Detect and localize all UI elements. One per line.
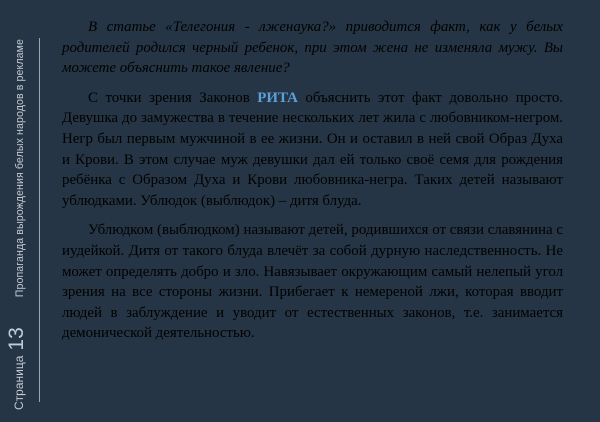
sidebar-divider [39, 38, 40, 402]
main-text [62, 17, 563, 344]
page-sidebar [0, 0, 43, 422]
answer-text-end: объяснить этот факт довольно просто. Девушка до замужества в течение нескольких лет жила с любовником-негром. Негр был первым мужчиной в ее жизни. Он и оставил в ней свой Образ Духа и Крови. В этом случае муж девушки дал ей только своё семя для рождения ребёнка с Образом Духа и Крови любовника-негра. Таких детей называют ублюдками. Ублюдок (выблюдок) – дитя блуда. [62, 89, 564, 209]
page-label: Страница [12, 355, 26, 410]
sidebar-vertical-text [5, 39, 29, 410]
question-paragraph: В статье «Телегония - лженаука?» приводится факт, как у белых родителей родился черный ребенок, при этом жена не изменяла мужу. Вы можете объяснить такое явление? [62, 19, 563, 77]
page-number: 13 [5, 327, 28, 351]
section-title: Пропаганда вырождения белых народов в рекламе [14, 39, 26, 298]
explanation-paragraph: Ублюдком (выблюдком) называют детей, родившихся от связи славянина с иудейкой. Дитя от такого блуда влечёт за собой дурную наследственность. Не может определять добро и зло. Навязывает окружающим самый нелепый угол зрения на все стороны жизни. Прибегает к немереной лжи, которая вводит людей в заблуждение и уводит от естественных законов, т.е. занимается демонической деятельностью. [62, 222, 563, 342]
rita-highlight: РИТА [257, 89, 298, 106]
answer-paragraph [62, 88, 563, 212]
answer-text-start: С точки зрения Законов [88, 89, 258, 106]
